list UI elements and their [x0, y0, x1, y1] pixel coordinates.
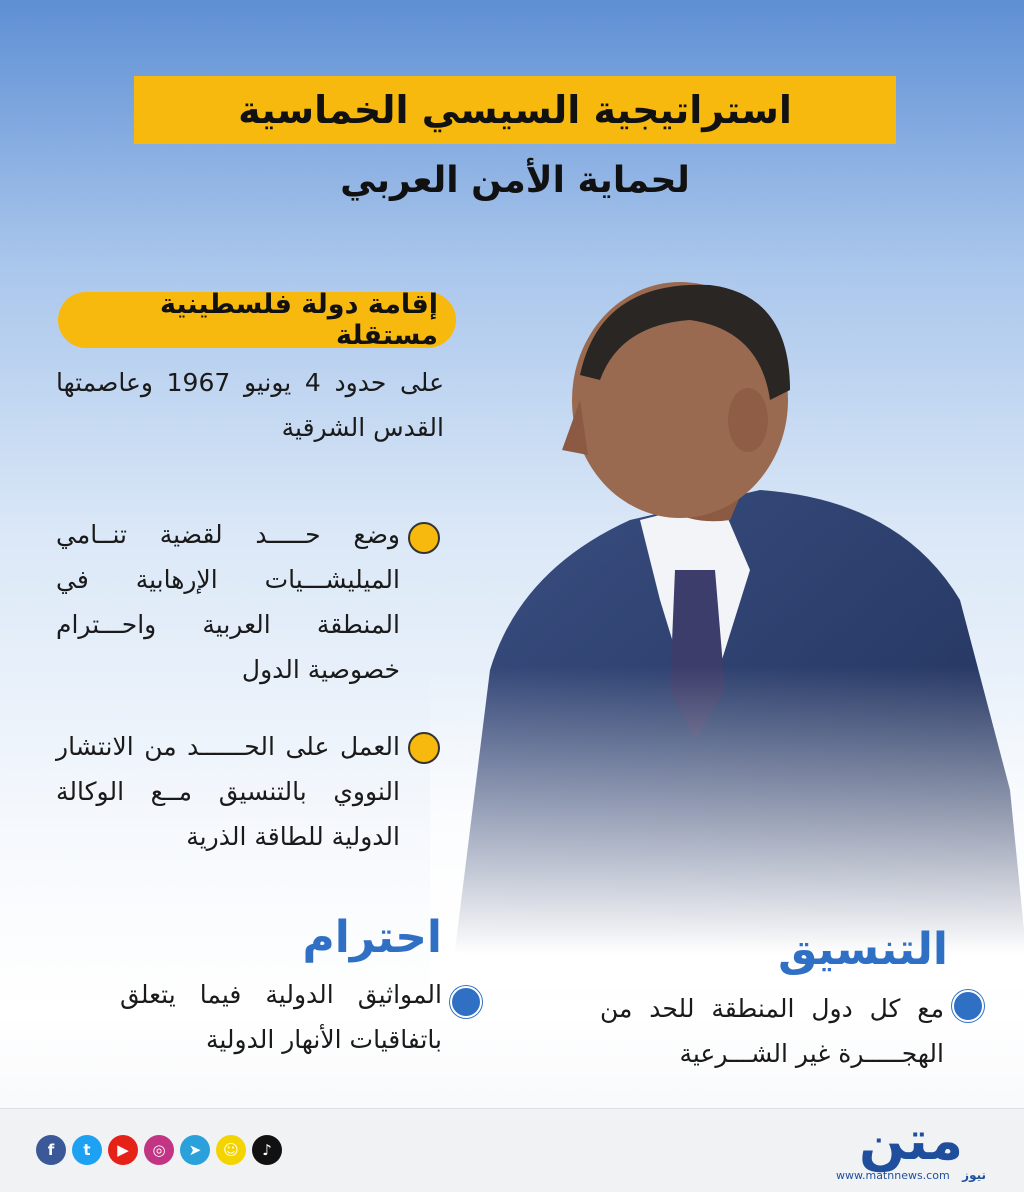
page-subtitle: لحماية الأمن العربي [340, 160, 690, 201]
coordination-text: مع كل دول المنطقة للحد من الهجـــــرة غير الشـــرعية [600, 994, 944, 1068]
portrait-image [430, 270, 1024, 990]
respect-text: المواثيق الدولية فيما يتعلق باتفاقيات الأنهار الدولية [120, 980, 442, 1054]
title-banner [134, 76, 896, 144]
coordination-heading: التنسيق [778, 924, 948, 975]
bullet-icon [408, 522, 440, 554]
twitter-icon[interactable]: t [72, 1135, 102, 1165]
palestine-heading-pill [58, 289, 456, 351]
tiktok-icon[interactable]: ♪ [252, 1135, 282, 1165]
nuclear-text: العمل على الحــــــد من الانتشار النووي بالتنسيق مــع الوكالة الدولية للطاقة الذرية [56, 732, 400, 851]
militias-text: وضع حـــــد لقضية تنــامي الميليشـــيات الإرهابية في المنطقة العربية واحـــترام خصوصية الدول [56, 520, 400, 684]
site-logo[interactable] [836, 1109, 986, 1182]
logo-url: www.matnnews.com [836, 1168, 950, 1182]
youtube-icon[interactable]: ▶ [108, 1135, 138, 1165]
instagram-icon[interactable]: ◎ [144, 1135, 174, 1165]
snapchat-icon[interactable]: ☺ [216, 1135, 246, 1165]
social-icons [36, 1135, 282, 1165]
facebook-icon[interactable]: f [36, 1135, 66, 1165]
bullet-icon [952, 990, 984, 1022]
palestine-text: على حدود 4 يونيو 1967 وعاصمتها القدس الشرقية [56, 368, 444, 442]
logo-subtext: نيوز [962, 1168, 986, 1182]
respect-heading: احترام [302, 912, 442, 963]
telegram-icon[interactable]: ➤ [180, 1135, 210, 1165]
logo-text: متن [858, 1109, 964, 1172]
palestine-heading: إقامة دولة فلسطينية مستقلة [159, 289, 438, 351]
page-title: استراتيجية السيسي الخماسية [238, 88, 792, 132]
bullet-icon [450, 986, 482, 1018]
bullet-icon [408, 732, 440, 764]
